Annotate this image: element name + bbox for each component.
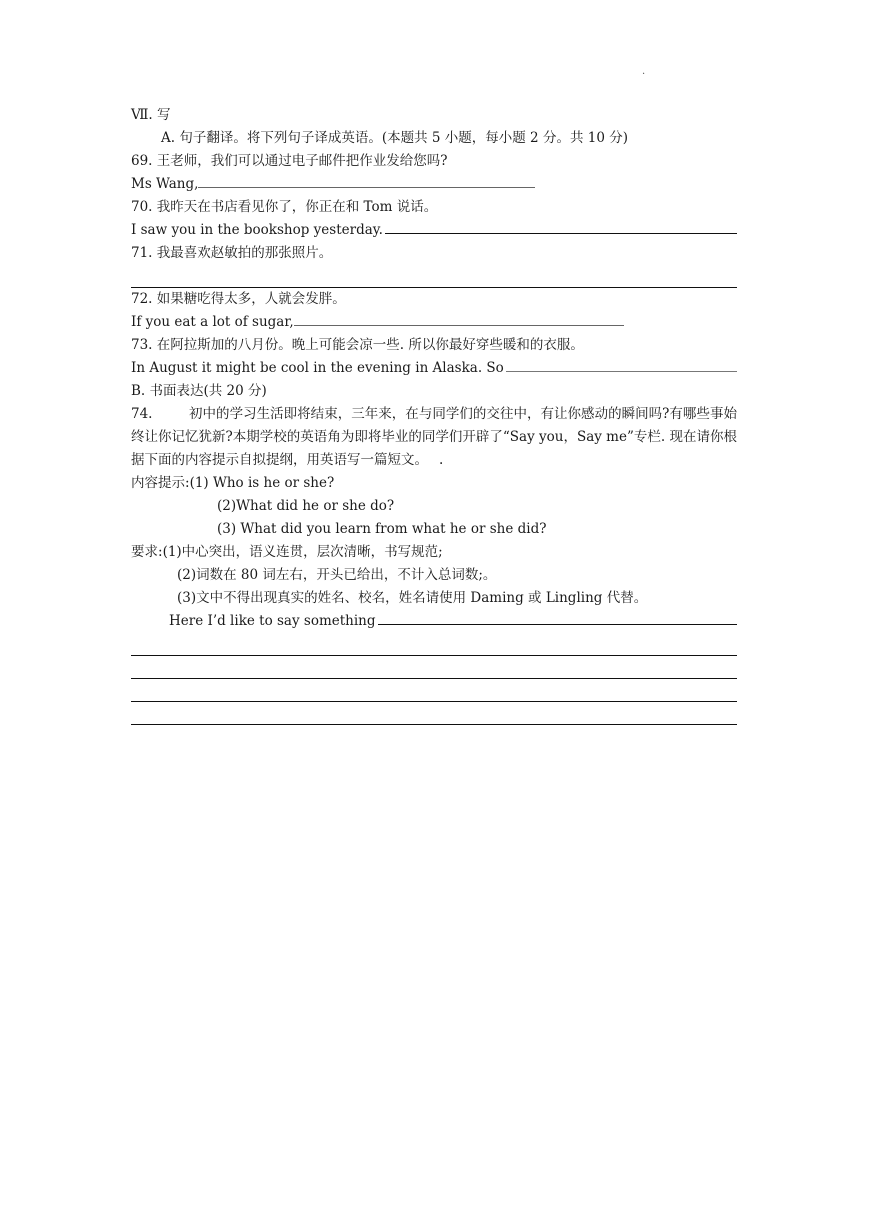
question-73-prefix: In August it might be cool in the evening in Alaska. So [131,360,504,376]
question-74-text: 初中的学习生活即将结束，三年来，在与同学们的交往中，有让你感动的瞬间吗?有哪些事始终让你记忆犹新?本期学校的英语角为即将毕业的同学们开辟了“Say you，Say me”专栏. 现在请你根据下面的内容提示自拟提纲，用英语写一篇短文。 . [131,406,737,468]
question-71-answer-blank[interactable] [131,265,737,288]
essay-starter-line [131,610,737,633]
page-mark: . [642,66,646,77]
part-a-instruction: A. 句子翻译。将下列句子译成英语。(本题共 5 小题，每小题 2 分。共 10 分) [161,130,628,146]
requirement-3: (3)文中不得出现真实的姓名、校名，姓名请使用 Daming 或 Lingling 代替。 [177,590,648,606]
requirements-label: 要求: [131,544,163,560]
requirement-1 [131,541,737,564]
section-heading: Ⅶ. 写 [131,107,171,123]
question-72-answer-blank[interactable] [294,311,624,326]
question-69-answer-blank[interactable] [198,173,535,188]
question-70-prefix: I saw you in the bookshop yesterday. [131,222,383,238]
question-72-prefix: If you eat a lot of sugar, [131,314,294,330]
requirement-2: (2)词数在 80 词左右，开头已给出，不计入总词数;。 [177,567,497,583]
question-71-prompt: 71. 我最喜欢赵敏拍的那张照片。 [131,245,333,261]
question-70-answer-blank[interactable] [385,219,737,234]
question-74-prompt [131,403,737,472]
hint-3: (3) What did you learn from what he or she did? [217,521,547,537]
question-73-answer-blank[interactable] [506,357,737,372]
question-70-answer [131,219,737,242]
question-70-prompt: 70. 我昨天在书店看见你了，你正在和 Tom 说话。 [131,199,438,215]
question-72-answer [131,311,737,334]
hint-1 [131,472,737,495]
question-69-prompt: 69. 王老师，我们可以通过电子邮件把作业发给您吗? [131,153,448,169]
question-73-prompt: 73. 在阿拉斯加的八月份。晚上可能会凉一些. 所以你最好穿些暖和的衣服。 [131,337,584,353]
requirement-1-text: (1)中心突出，语义连贯，层次清晰，书写规范; [162,544,443,560]
essay-line-1[interactable] [378,610,737,625]
hint-2: (2)What did he or she do? [217,498,395,514]
essay-line-5[interactable] [131,702,737,725]
part-b-heading: B. 书面表达(共 20 分) [131,383,267,399]
hints-label: 内容提示: [131,475,190,491]
essay-line-3[interactable] [131,656,737,679]
question-69-answer [131,173,737,196]
question-69-prefix: Ms Wang, [131,176,199,192]
exam-section [131,104,737,725]
question-72-prompt: 72. 如果糖吃得太多，人就会发胖。 [131,291,346,307]
hint-1-text: (1) Who is he or she? [189,475,335,491]
essay-line-4[interactable] [131,679,737,702]
question-73-answer [131,357,737,380]
question-74-number: 74. [131,406,153,422]
essay-line-2[interactable] [131,633,737,656]
essay-starter: Here I’d like to say something [169,613,376,629]
